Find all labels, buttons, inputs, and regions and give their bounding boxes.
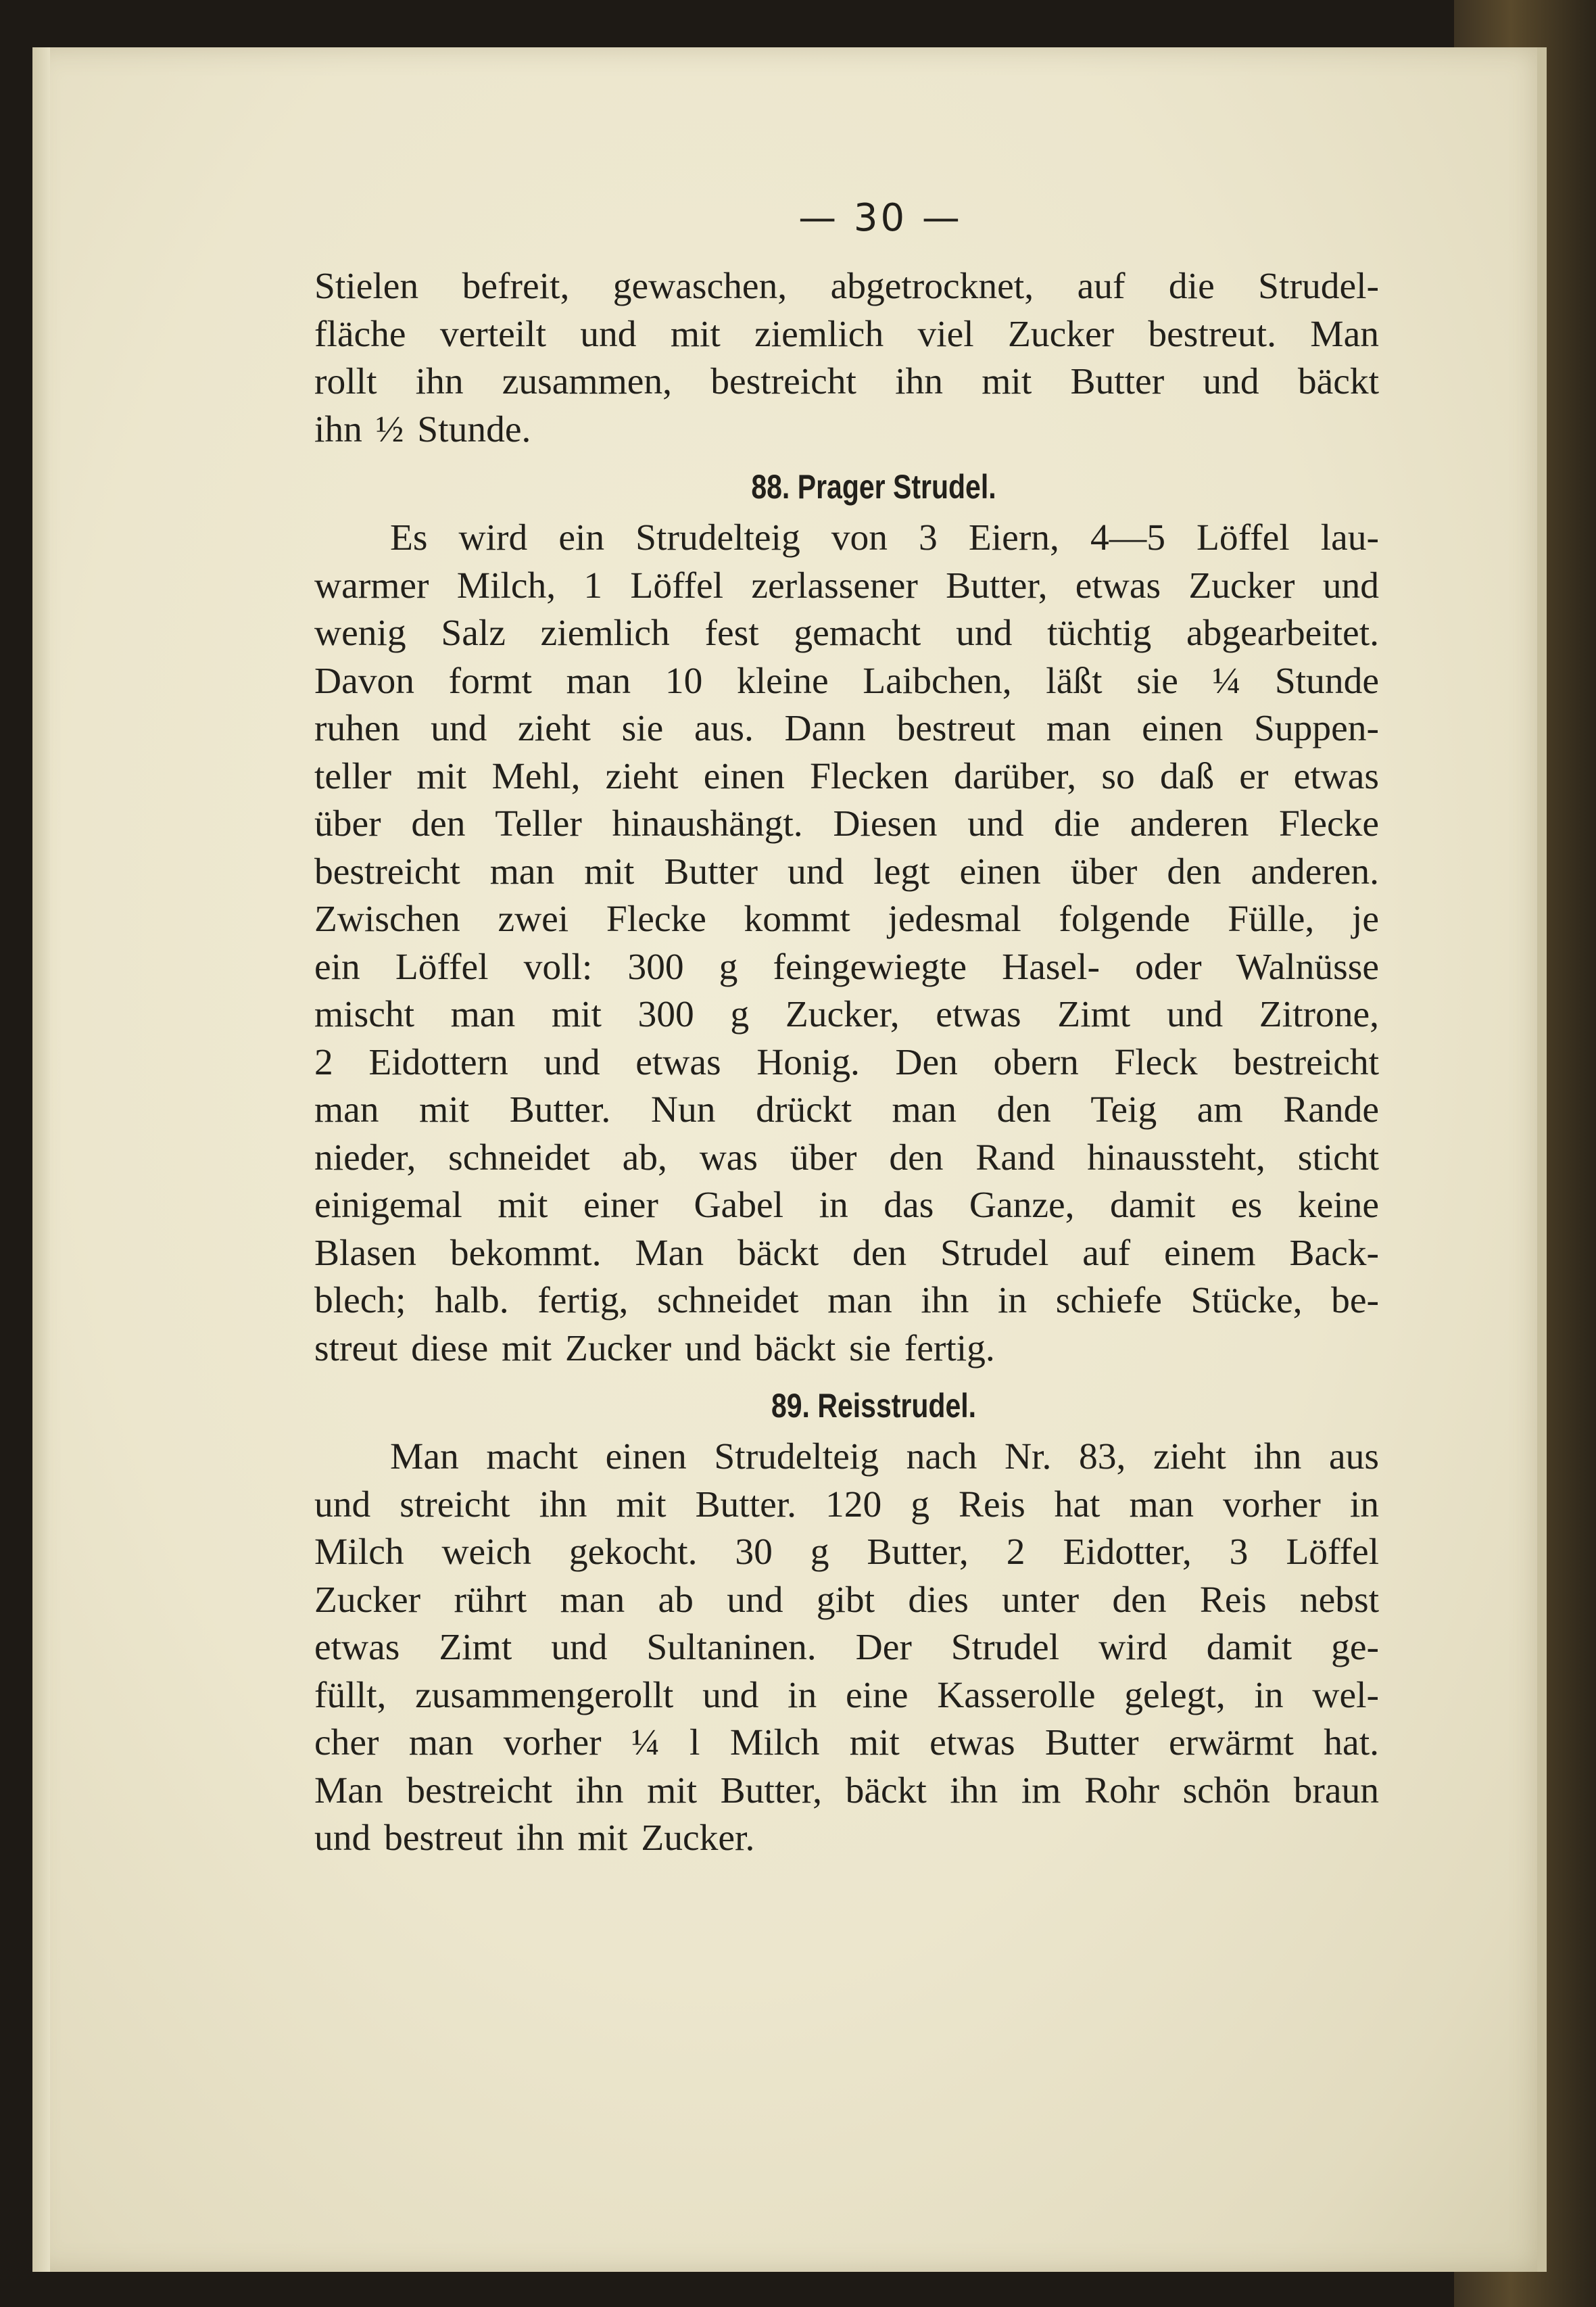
text-line: Stielen befreit, gewaschen, abgetrocknet, auf die Strudel- [314,266,1379,307]
text-line: Es wird ein Strudelteig von 3 Eiern, 4—5 Löffel lau- [390,517,1379,558]
text-line: nieder, schneidet ab, was über den Rand hinaussteht, sticht [314,1137,1379,1179]
text-line: und streicht ihn mit Butter. 120 g Reis hat man vorher in [314,1483,1379,1525]
text-line: rollt ihn zusammen, bestreicht ihn mit Butter und bäckt [314,361,1379,402]
text-line: Blasen bekommt. Man bäckt den Strudel auf einem Back- [314,1232,1379,1274]
text-line: wenig Salz ziemlich fest gemacht und tüchtig abgearbeitet. [314,613,1379,654]
text-line: mischt man mit 300 g Zucker, etwas Zimt und Zitrone, [314,994,1379,1035]
text-line: und bestreut ihn mit Zucker. [314,1817,755,1859]
continuation-paragraph [314,263,1379,454]
recipe-89-title: 89. Reisstrudel. [771,1387,977,1425]
page-content [314,196,1379,1863]
text-line: Zucker rührt man ab und gibt dies unter den Reis nebst [314,1579,1379,1621]
text-line: bestreicht man mit Butter und legt einen über den anderen. [314,851,1379,893]
text-line: etwas Zimt und Sultaninen. Der Strudel wird damit ge- [314,1627,1379,1668]
recipe-88-title: 88. Prager Strudel. [751,468,996,506]
text-line: cher man vorher ¼ l Milch mit etwas Butter erwärmt hat. [314,1722,1379,1763]
text-line: teller mit Mehl, zieht einen Flecken darüber, so daß er etwas [314,755,1379,797]
text-line: über den Teller hinaushängt. Diesen und die anderen Flecke [314,803,1379,845]
text-line: Davon formt man 10 kleine Laibchen, läßt sie ¼ Stunde [314,660,1379,702]
text-line: 2 Eidottern und etwas Honig. Den obern Fleck bestreicht [314,1041,1379,1083]
text-line: man mit Butter. Nun drückt man den Teig am Rande [314,1089,1379,1131]
text-line: Man macht einen Strudelteig nach Nr. 83, zieht ihn aus [390,1436,1379,1477]
text-line: streut diese mit Zucker und bäckt sie fertig. [314,1327,995,1369]
text-line: einigemal mit einer Gabel in das Ganze, damit es keine [314,1185,1379,1226]
recipe-88-paragraph [314,515,1379,1373]
page-gutter [32,47,50,2272]
text-line: blech; halb. fertig, schneidet man ihn in schiefe Stücke, be- [314,1280,1379,1321]
text-line: Zwischen zwei Flecke kommt jedesmal folgende Fülle, je [314,899,1379,940]
text-line: fläche verteilt und mit ziemlich viel Zucker bestreut. Man [314,313,1379,355]
text-line: ihn ½ Stunde. [314,408,531,450]
text-line: füllt, zusammengerollt und in eine Kasserolle gelegt, in wel- [314,1674,1379,1716]
text-line: Man bestreicht ihn mit Butter, bäckt ihn im Rohr schön braun [314,1769,1379,1811]
recipe-89-paragraph [314,1433,1379,1863]
text-line: warmer Milch, 1 Löffel zerlassener Butter, etwas Zucker und [314,565,1379,607]
text-line: ruhen und zieht sie aus. Dann bestreut man einen Suppen- [314,708,1379,749]
text-line: Milch weich gekocht. 30 g Butter, 2 Eidotter, 3 Löffel [314,1531,1379,1573]
page-number: — 30 — [798,196,963,240]
text-line: ein Löffel voll: 300 g feingewiegte Hasel- oder Walnüsse [314,946,1379,988]
